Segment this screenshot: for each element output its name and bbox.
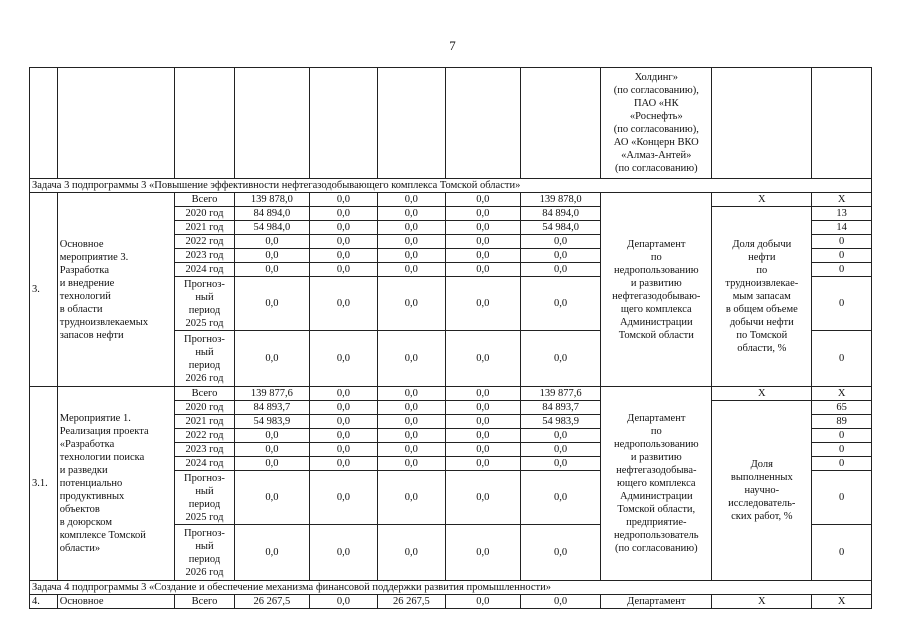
table-row	[30, 595, 872, 609]
target-cell: 0	[812, 443, 872, 457]
period-cell: Всего	[175, 387, 235, 401]
amount-cell: 0,0	[445, 235, 520, 249]
amount-cell: 0,0	[520, 235, 600, 249]
empty-cell	[712, 68, 812, 179]
amount-cell: 0,0	[520, 525, 600, 581]
page-number: 7	[449, 38, 456, 53]
target-cell: 0	[812, 429, 872, 443]
target-cell: 89	[812, 415, 872, 429]
amount-cell: 0,0	[520, 595, 600, 609]
period-cell: 2020 год	[175, 401, 235, 415]
amount-cell: 0,0	[234, 331, 309, 387]
period-cell: 2024 год	[175, 263, 235, 277]
amount-cell: 0,0	[309, 595, 377, 609]
amount-cell: 139 877,6	[520, 387, 600, 401]
amount-cell: 0,0	[309, 401, 377, 415]
amount-cell: 0,0	[234, 277, 309, 331]
item-number: 3.	[30, 193, 58, 387]
responsible-cell: Холдинг» (по согласованию), ПАО «НК «Роснефть» (по согласованию), АО «Концерн ВКО «Алмаз-Антей» (по согласованию)	[601, 68, 712, 179]
table-row	[30, 387, 872, 401]
amount-cell: 0,0	[445, 249, 520, 263]
amount-cell: 84 893,7	[234, 401, 309, 415]
amount-cell: 0,0	[445, 221, 520, 235]
target-cell: Х	[812, 595, 872, 609]
amount-cell: 0,0	[445, 429, 520, 443]
amount-cell: 0,0	[445, 387, 520, 401]
amount-cell: 0,0	[309, 415, 377, 429]
amount-cell: 0,0	[377, 249, 445, 263]
target-cell: 0	[812, 525, 872, 581]
amount-cell: 54 983,9	[234, 415, 309, 429]
period-cell: Всего	[175, 193, 235, 207]
amount-cell: 0,0	[234, 471, 309, 525]
amount-cell: 84 894,0	[520, 207, 600, 221]
carry-over-row	[30, 68, 872, 179]
item-name: Основное мероприятие 3. Разработка и внедрение технологий в области трудноизвлекаемых запасов нефти	[57, 193, 174, 387]
amount-cell: 0,0	[309, 471, 377, 525]
target-cell: 65	[812, 401, 872, 415]
amount-cell: 0,0	[309, 525, 377, 581]
target-cell: 14	[812, 221, 872, 235]
amount-cell: 0,0	[309, 193, 377, 207]
amount-cell: 0,0	[377, 235, 445, 249]
amount-cell: 84 894,0	[234, 207, 309, 221]
item-name: Основное	[57, 595, 174, 609]
amount-cell: 0,0	[377, 277, 445, 331]
target-cell: 0	[812, 249, 872, 263]
empty-cell	[445, 68, 520, 179]
indicator-cell: Доля добычи нефти по трудноизвлекае- мым запасам в общем объеме добычи нефти по Томской области, %	[712, 207, 812, 387]
target-cell: 0	[812, 471, 872, 525]
amount-cell: 0,0	[234, 457, 309, 471]
amount-cell: 0,0	[377, 401, 445, 415]
program-table	[29, 67, 872, 609]
amount-cell: 0,0	[377, 471, 445, 525]
amount-cell: 0,0	[520, 457, 600, 471]
period-cell: 2021 год	[175, 415, 235, 429]
empty-cell	[812, 68, 872, 179]
task-row	[30, 179, 872, 193]
table-row	[30, 193, 872, 207]
amount-cell: 0,0	[445, 207, 520, 221]
target-cell: Х	[812, 387, 872, 401]
indicator-cell: Х	[712, 193, 812, 207]
target-cell: 0	[812, 263, 872, 277]
amount-cell: 0,0	[520, 443, 600, 457]
period-cell: 2021 год	[175, 221, 235, 235]
amount-cell: 139 878,0	[520, 193, 600, 207]
amount-cell: 0,0	[445, 331, 520, 387]
item-number: 3.1.	[30, 387, 58, 581]
amount-cell: 0,0	[445, 595, 520, 609]
amount-cell: 0,0	[234, 525, 309, 581]
period-cell: Прогноз- ный период 2026 год	[175, 525, 235, 581]
amount-cell: 0,0	[234, 263, 309, 277]
amount-cell: 0,0	[234, 249, 309, 263]
amount-cell: 0,0	[377, 207, 445, 221]
amount-cell: 0,0	[445, 525, 520, 581]
amount-cell: 0,0	[520, 471, 600, 525]
amount-cell: 0,0	[309, 387, 377, 401]
responsible-cell: Департамент по недропользованию и развитию нефтегазодобыва- ющего комплекса Администрации Томской области, предприятие- недропользователь (по согласованию)	[601, 387, 712, 581]
target-cell: Х	[812, 193, 872, 207]
amount-cell: 84 893,7	[520, 401, 600, 415]
period-cell: Прогноз- ный период 2026 год	[175, 331, 235, 387]
task-label: Задача 3 подпрограммы 3 «Повышение эффективности нефтегазодобывающего комплекса Томской области»	[30, 179, 872, 193]
amount-cell: 0,0	[234, 443, 309, 457]
amount-cell: 0,0	[309, 263, 377, 277]
period-cell: 2020 год	[175, 207, 235, 221]
amount-cell: 0,0	[377, 331, 445, 387]
empty-cell	[377, 68, 445, 179]
amount-cell: 0,0	[377, 387, 445, 401]
empty-cell	[520, 68, 600, 179]
item-name: Мероприятие 1. Реализация проекта «Разработка технологии поиска и разведки потенциально продуктивных объектов в доюрском комплексе Томской области»	[57, 387, 174, 581]
amount-cell: 0,0	[377, 525, 445, 581]
amount-cell: 139 877,6	[234, 387, 309, 401]
amount-cell: 0,0	[377, 415, 445, 429]
period-cell: 2024 год	[175, 457, 235, 471]
amount-cell: 0,0	[445, 277, 520, 331]
target-cell: 0	[812, 277, 872, 331]
indicator-cell: Х	[712, 595, 812, 609]
amount-cell: 0,0	[520, 263, 600, 277]
amount-cell: 0,0	[377, 193, 445, 207]
amount-cell: 0,0	[377, 457, 445, 471]
amount-cell: 0,0	[309, 207, 377, 221]
period-cell: Прогноз- ный период 2025 год	[175, 277, 235, 331]
amount-cell: 0,0	[520, 429, 600, 443]
amount-cell: 0,0	[377, 443, 445, 457]
amount-cell: 0,0	[445, 401, 520, 415]
amount-cell: 54 983,9	[520, 415, 600, 429]
amount-cell: 26 267,5	[377, 595, 445, 609]
amount-cell: 26 267,5	[234, 595, 309, 609]
amount-cell: 0,0	[377, 263, 445, 277]
amount-cell: 0,0	[445, 263, 520, 277]
amount-cell: 0,0	[234, 429, 309, 443]
responsible-cell: Департамент по недропользованию и развитию нефтегазодобываю- щего комплекса Администрации Томской области	[601, 193, 712, 387]
amount-cell: 54 984,0	[520, 221, 600, 235]
target-cell: 0	[812, 457, 872, 471]
amount-cell: 0,0	[309, 429, 377, 443]
amount-cell: 0,0	[309, 277, 377, 331]
amount-cell: 0,0	[520, 277, 600, 331]
period-cell: Всего	[175, 595, 235, 609]
amount-cell: 0,0	[445, 457, 520, 471]
amount-cell: 0,0	[377, 221, 445, 235]
amount-cell: 0,0	[445, 471, 520, 525]
amount-cell: 0,0	[309, 443, 377, 457]
amount-cell: 0,0	[309, 235, 377, 249]
period-cell: 2023 год	[175, 443, 235, 457]
indicator-cell: Доля выполненных научно- исследователь- ских работ, %	[712, 401, 812, 581]
indicator-cell: Х	[712, 387, 812, 401]
amount-cell: 0,0	[445, 443, 520, 457]
amount-cell: 0,0	[309, 221, 377, 235]
amount-cell: 0,0	[520, 331, 600, 387]
amount-cell: 139 878,0	[234, 193, 309, 207]
task-label: Задача 4 подпрограммы 3 «Создание и обеспечение механизма финансовой поддержки развития промышленности»	[30, 581, 872, 595]
amount-cell: 0,0	[445, 415, 520, 429]
amount-cell: 0,0	[234, 235, 309, 249]
period-cell: 2022 год	[175, 429, 235, 443]
period-cell: Прогноз- ный период 2025 год	[175, 471, 235, 525]
empty-cell	[57, 68, 174, 179]
amount-cell: 0,0	[445, 193, 520, 207]
responsible-cell: Департамент	[601, 595, 712, 609]
target-cell: 13	[812, 207, 872, 221]
target-cell: 0	[812, 331, 872, 387]
empty-cell	[234, 68, 309, 179]
item-number: 4.	[30, 595, 58, 609]
amount-cell: 0,0	[309, 457, 377, 471]
task-row	[30, 581, 872, 595]
period-cell: 2023 год	[175, 249, 235, 263]
amount-cell: 0,0	[309, 249, 377, 263]
amount-cell: 0,0	[377, 429, 445, 443]
empty-cell	[175, 68, 235, 179]
empty-cell	[309, 68, 377, 179]
empty-cell	[30, 68, 58, 179]
amount-cell: 0,0	[309, 331, 377, 387]
amount-cell: 0,0	[520, 249, 600, 263]
period-cell: 2022 год	[175, 235, 235, 249]
target-cell: 0	[812, 235, 872, 249]
amount-cell: 54 984,0	[234, 221, 309, 235]
